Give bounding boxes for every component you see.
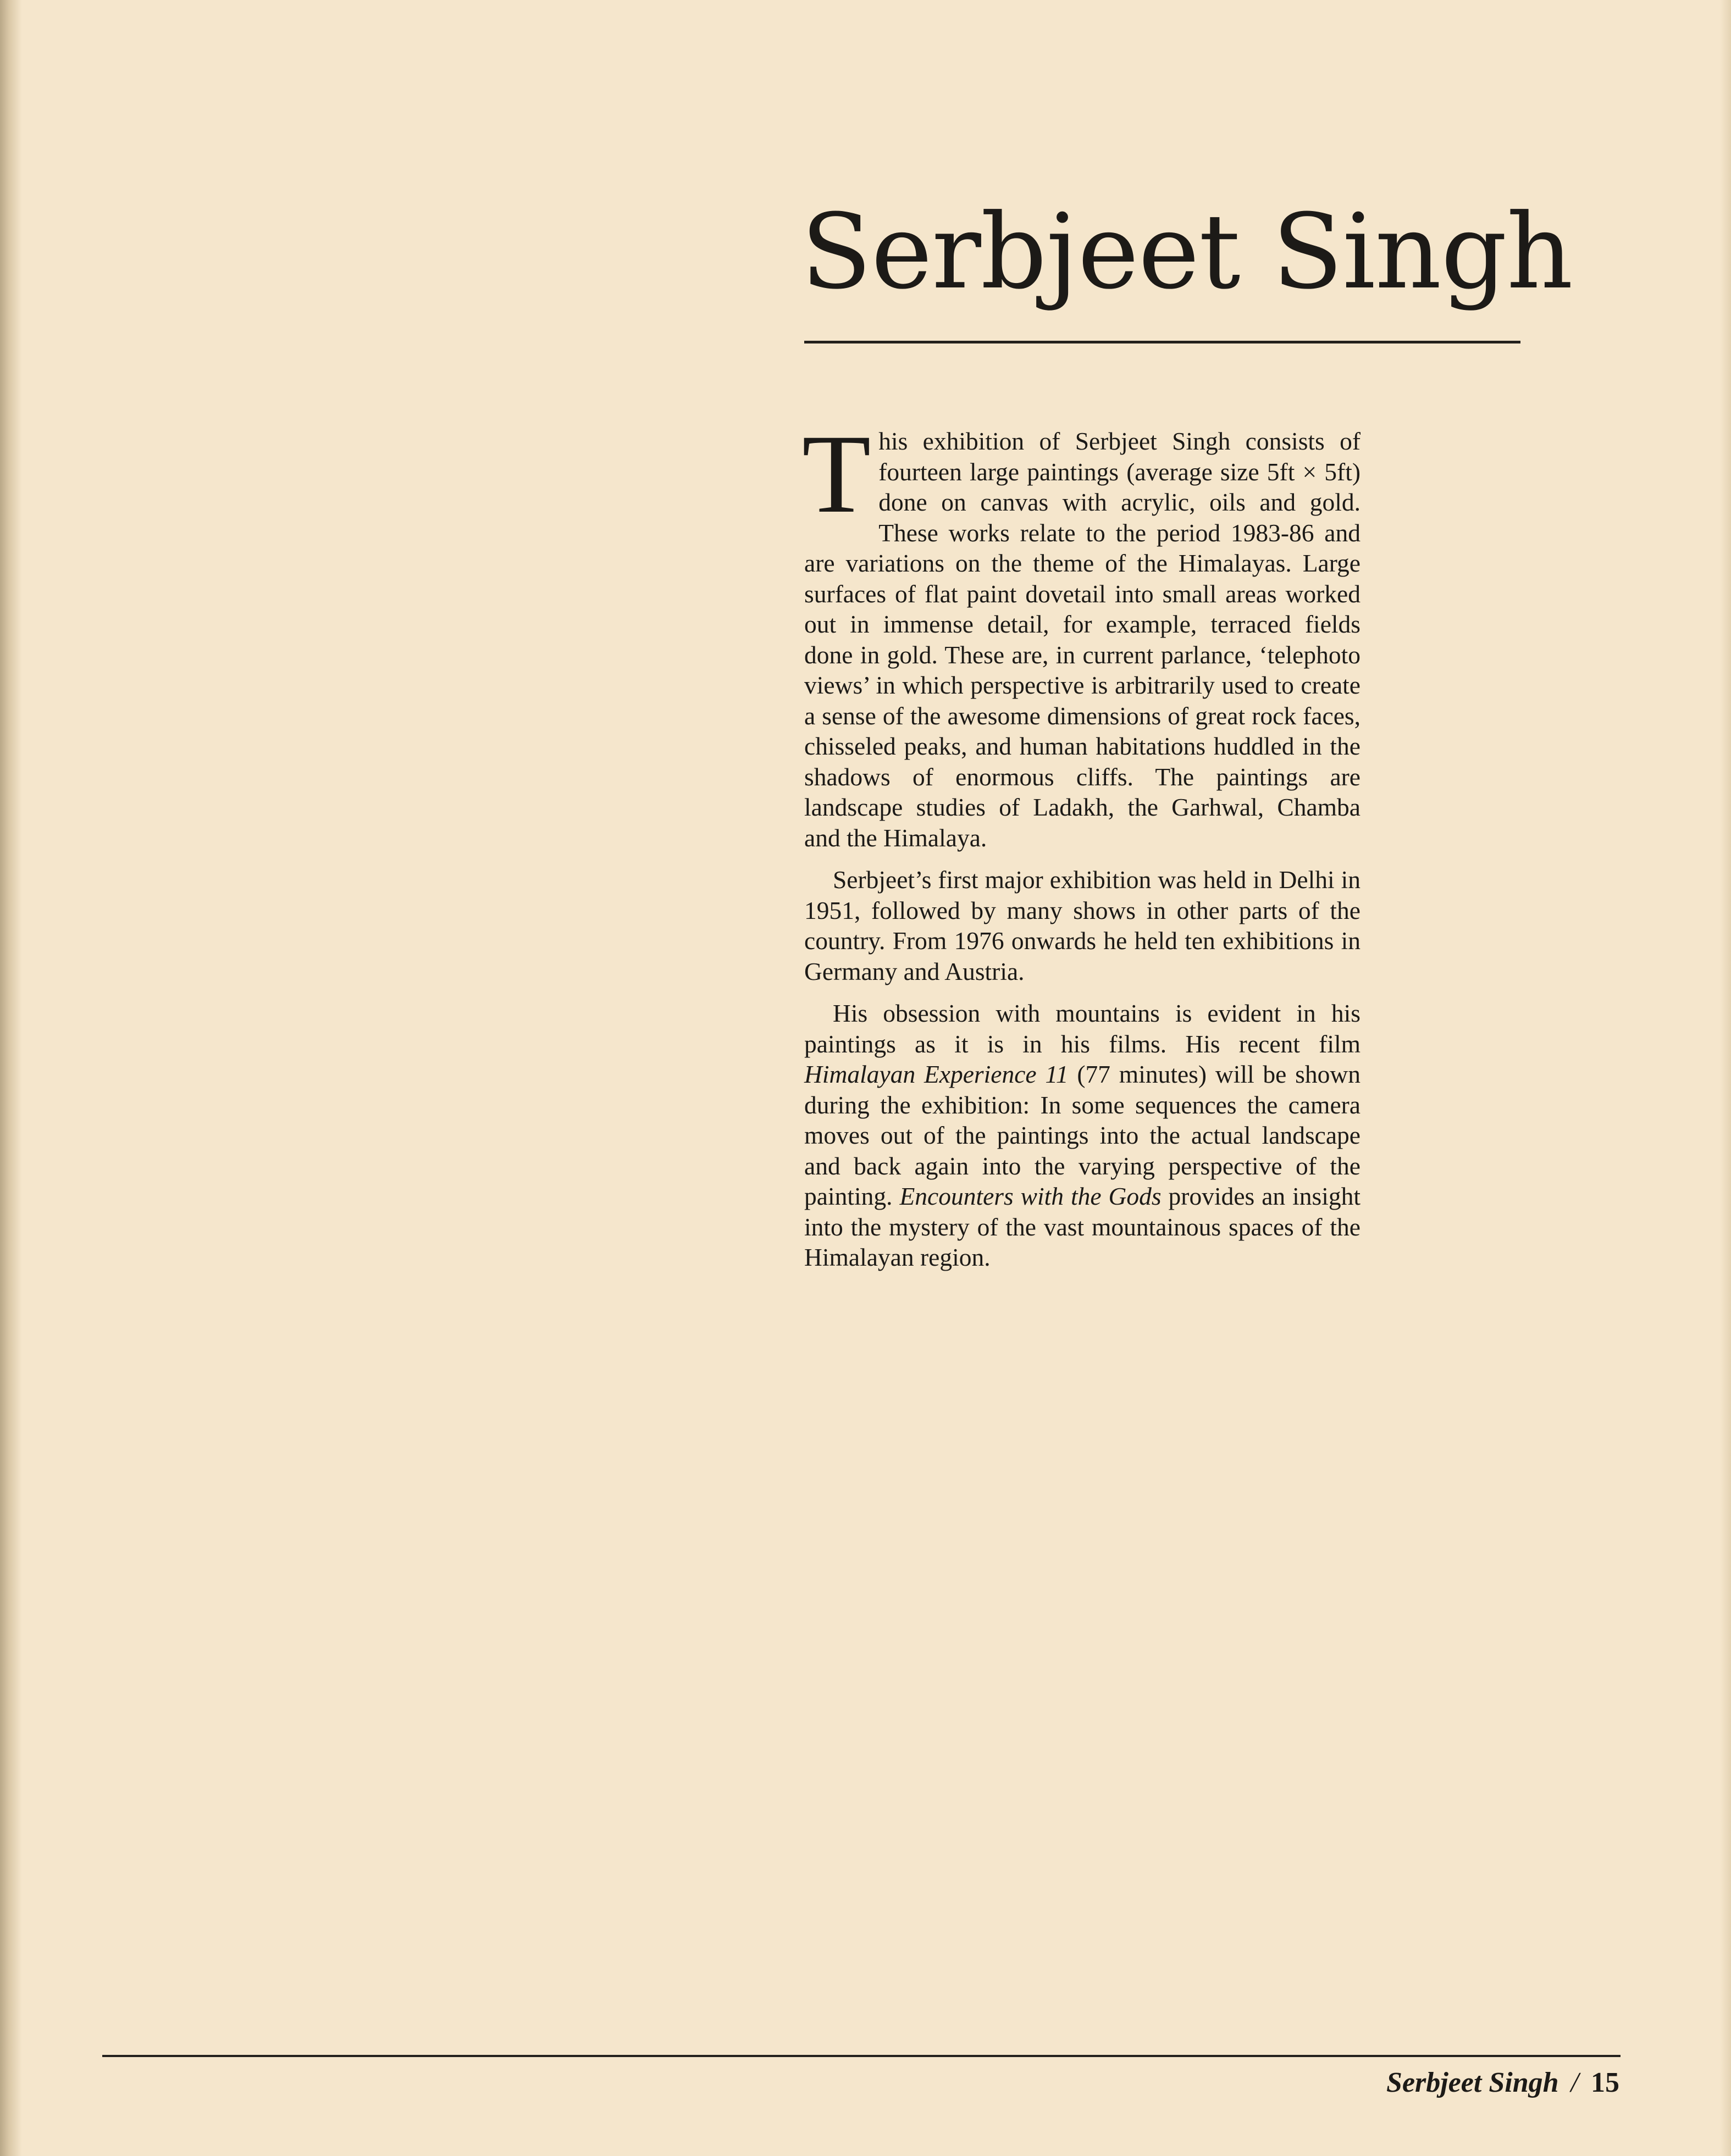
footer-running-title: Serbjeet Singh (1386, 2067, 1559, 2098)
film-title-himalayan-experience: Himalayan Experience 11 (804, 1060, 1069, 1088)
page-footer (1386, 2066, 1619, 2099)
paragraph-3-text-a: His obsession with mountains is evident in his paintings as it is in his films. His recent film (804, 999, 1361, 1058)
paragraph-3-text-b: (77 minutes) will be shown during the exhibition: In some sequences the camera moves out of the paintings into the actual landscape and back again into the varying perspective of the painting. (804, 1060, 1361, 1210)
article-body (802, 412, 1361, 1284)
page-edge-shadow-right (1720, 0, 1731, 2156)
page-number: 15 (1591, 2067, 1619, 2098)
page-title: Serbjeet Singh (801, 192, 1573, 312)
article-paragraph-1 (802, 412, 1361, 853)
title-rule (804, 341, 1520, 343)
article-paragraph-2: Serbjeet’s first major exhibition was held in Delhi in 1951, followed by many shows in other parts of the country. From 1976 onwards he held ten exhibitions in Germany and Austria. (804, 866, 1361, 985)
paragraph-3-text-c: provides an insight into the mystery of the vast mountainous spaces of the Himalayan region. (804, 1182, 1361, 1271)
film-title-encounters-with-the-gods: Encounters with the Gods (899, 1182, 1162, 1210)
paragraph-1-text: his exhibition of Serbjeet Singh consists of fourteen large paintings (average size 5ft × 5ft) done on canvas with acrylic, oils and gold. These works relate to the period 1983-86 and are variations on the theme of the Himalayas. Large surfaces of flat paint dovetail into small areas worked out in immense detail, for example, terraced fields done in gold. These are, in current parlance, ‘telephoto views’ in which perspective is arbitrarily used to create a sense of the awesome dimensions of great rock faces, chisseled peaks, and human habitations huddled in the shadows of enormous cliffs. The paintings are landscape studies of Ladakh, the Garhwal, Chamba and the Himalaya. (804, 427, 1361, 852)
footer-rule (102, 2055, 1621, 2057)
drop-cap: T (802, 412, 871, 536)
page-edge-shadow-left (0, 0, 22, 2156)
footer-separator: / (1570, 2067, 1579, 2098)
article-paragraph-3 (804, 998, 1361, 1273)
